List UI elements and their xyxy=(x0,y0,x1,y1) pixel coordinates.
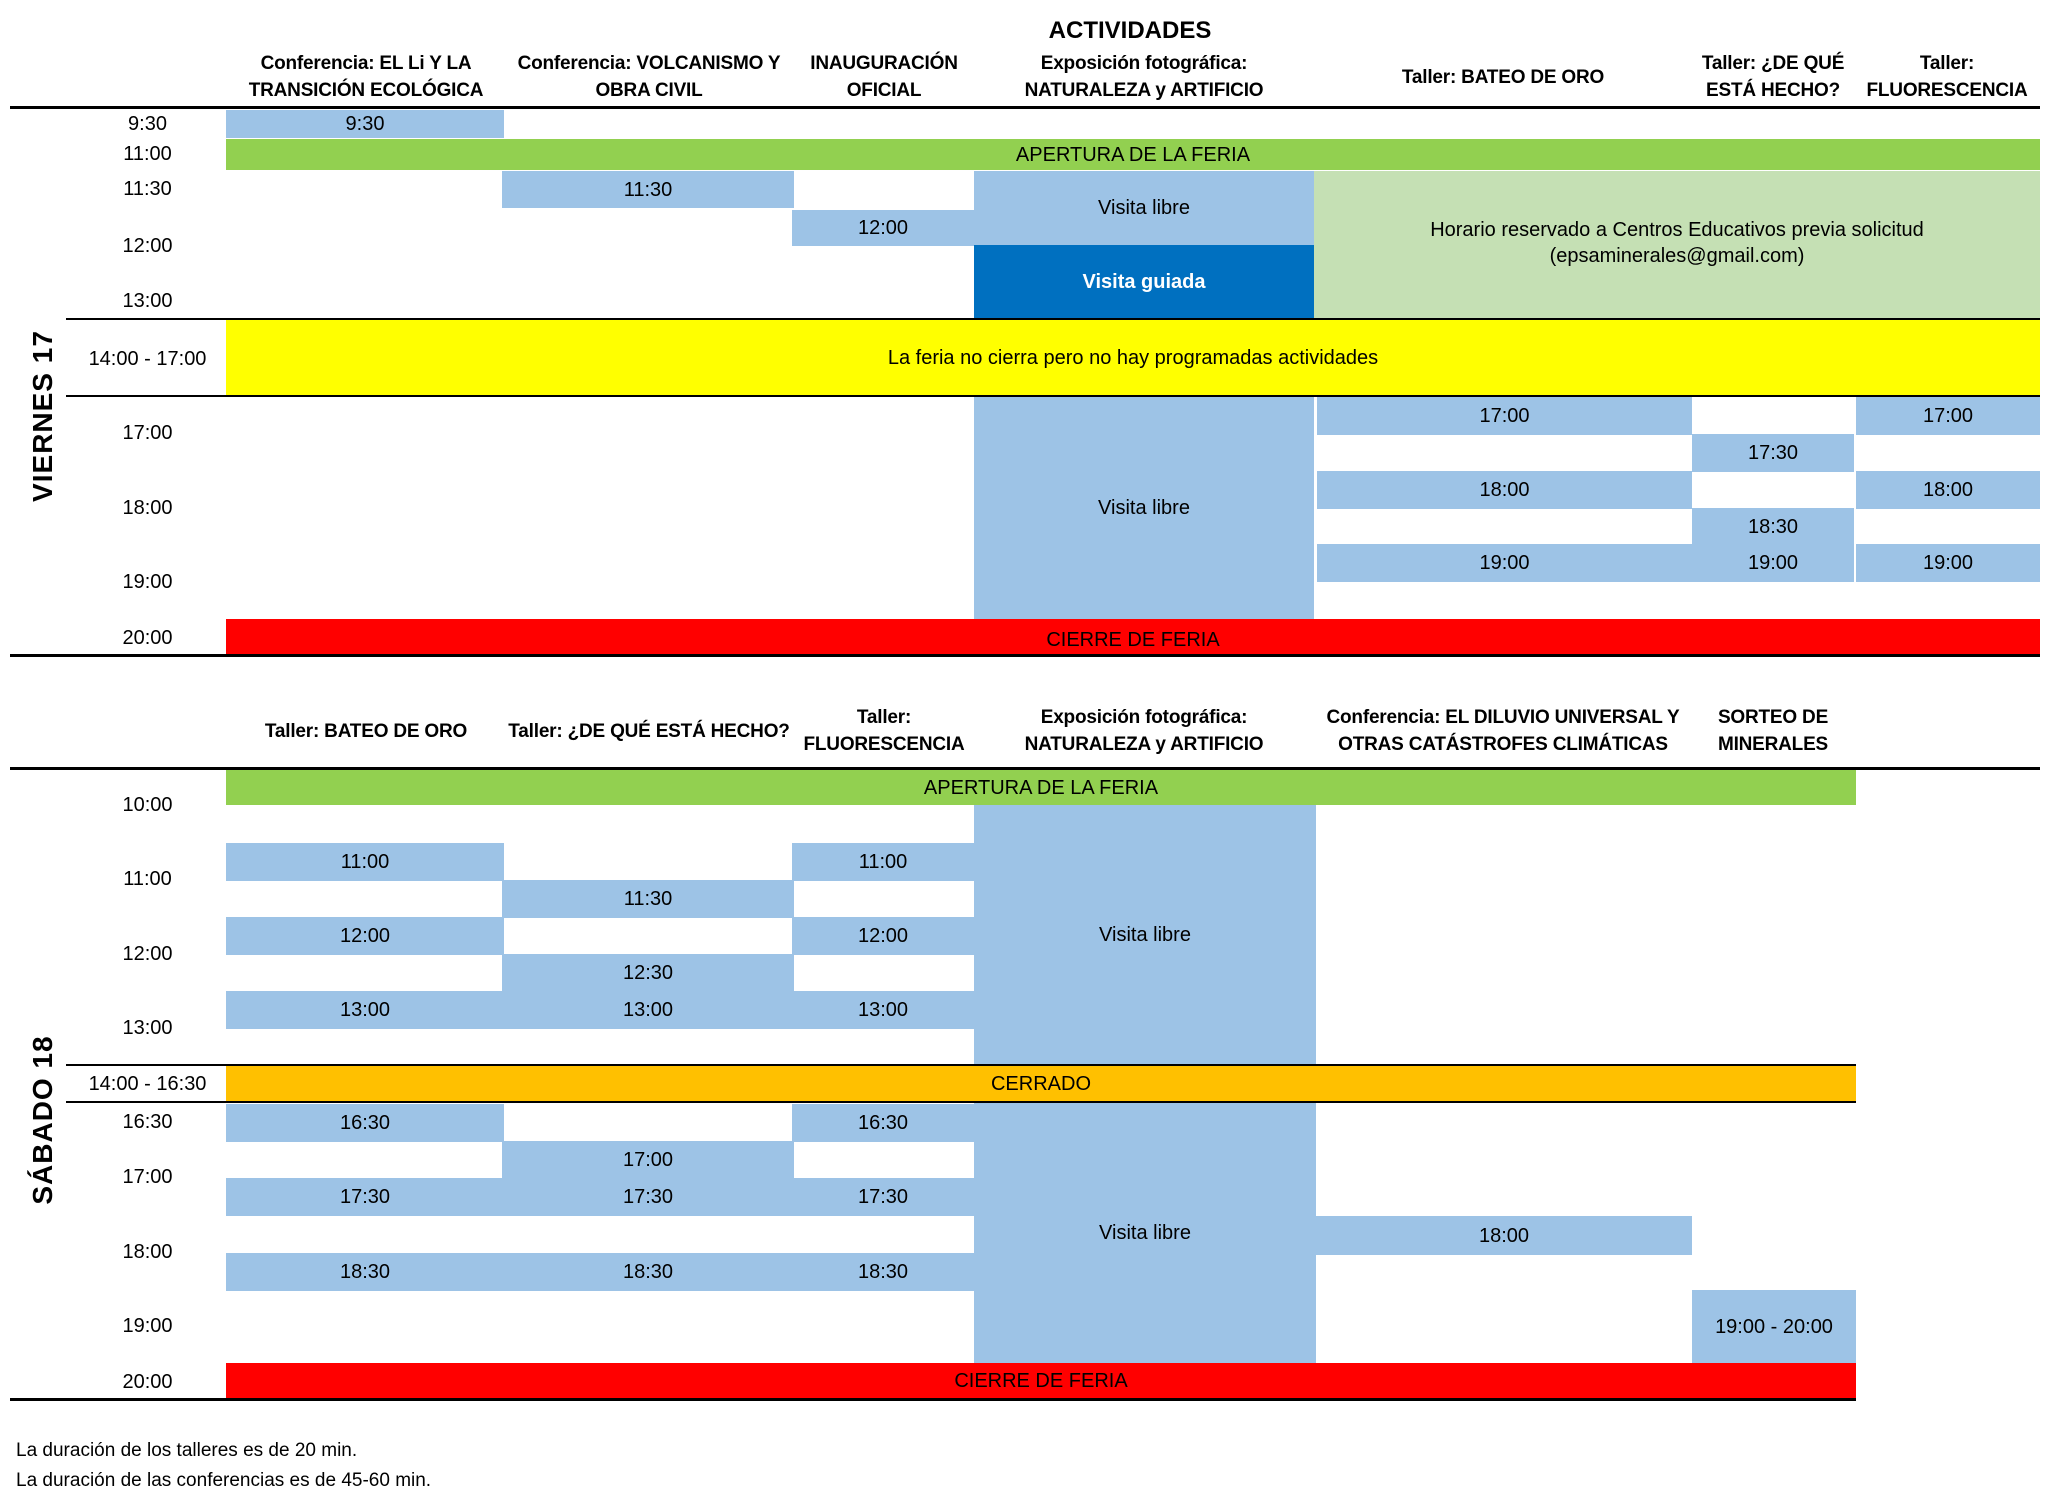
fri-hecho-1900: 19:00 xyxy=(1692,544,1854,582)
sat-sorteo-1900-2000: 19:00 - 20:00 xyxy=(1692,1290,1856,1363)
sat-time-1630: 16:30 xyxy=(122,1111,173,1133)
sat-hecho-1830: 18:30 xyxy=(502,1253,794,1291)
fri-time-2000: 20:00 xyxy=(122,627,173,649)
fri-hecho-1730: 17:30 xyxy=(1692,434,1854,472)
sat-cierre-bar: CIERRE DE FERIA xyxy=(226,1363,1856,1399)
note-conferencias-duration: La duración de las conferencias es de 45-60 min. xyxy=(16,1470,432,1491)
fri-fluor-1900: 19:00 xyxy=(1856,544,2040,582)
sat-divider-1630 xyxy=(66,1101,1856,1103)
sat-hecho-1230: 12:30 xyxy=(502,954,794,992)
sat-bateo-1100: 11:00 xyxy=(226,843,504,881)
fri-visita-libre-am: Visita libre xyxy=(974,171,1314,245)
sat-header-sorteo: SORTEO DE MINERALES xyxy=(1717,707,1829,755)
fri-day-label: VIERNES 17 xyxy=(27,330,58,502)
fri-fluor-1700: 17:00 xyxy=(1856,397,2040,435)
sat-apertura-bar: APERTURA DE LA FERIA xyxy=(226,770,1856,805)
sat-visita-libre-am: Visita libre xyxy=(974,805,1316,1065)
fri-header-divider xyxy=(10,106,2040,109)
fri-conf-li-block: 9:30 xyxy=(226,110,504,138)
sat-visita-libre-pm: Visita libre xyxy=(974,1103,1316,1363)
fri-bateo-1700: 17:00 xyxy=(1317,397,1692,435)
fri-header-hecho: Taller: ¿DE QUÉ ESTÁ HECHO? xyxy=(1701,53,1845,101)
sat-header-exposicion: Exposición fotográfica: NATURALEZA y ARTIFICIO xyxy=(1024,707,1264,755)
fri-bateo-1800: 18:00 xyxy=(1317,471,1692,509)
sat-fluor-1630: 16:30 xyxy=(792,1104,974,1142)
sat-time-1700: 17:00 xyxy=(122,1166,173,1188)
fri-header-conf-volcanismo: Conferencia: VOLCANISMO Y OBRA CIVIL xyxy=(517,53,781,101)
sat-time-1400-1630: 14:00 - 16:30 xyxy=(88,1073,207,1095)
fri-visita-libre-pm: Visita libre xyxy=(974,397,1314,619)
sat-bateo-1200: 12:00 xyxy=(226,917,504,955)
fri-no-actividades-bar: La feria no cierra pero no hay programadas actividades xyxy=(226,320,2040,396)
sat-time-2000: 20:00 xyxy=(122,1371,173,1393)
sat-bateo-1730: 17:30 xyxy=(226,1178,504,1216)
sat-cerrado-bar: CERRADO xyxy=(226,1066,1856,1102)
sat-hecho-1700: 17:00 xyxy=(502,1141,794,1179)
sat-bateo-1300: 13:00 xyxy=(226,991,504,1029)
fri-time-1130: 11:30 xyxy=(123,178,172,200)
sat-time-1000: 10:00 xyxy=(122,794,173,816)
fri-header-conf-li: Conferencia: EL Li Y LA TRANSICIÓN ECOLÓGICA xyxy=(248,53,484,101)
fri-volcanismo-block: 11:30 xyxy=(502,171,794,208)
fri-bottom-divider xyxy=(10,654,2040,657)
sat-hecho-1300: 13:00 xyxy=(502,991,794,1029)
sat-header-diluvio: Conferencia: EL DILUVIO UNIVERSAL Y OTRAS CATÁSTROFES CLIMÁTICAS xyxy=(1326,707,1680,755)
fri-inauguracion-block: 12:00 xyxy=(792,210,974,246)
sat-fluor-1300: 13:00 xyxy=(792,991,974,1029)
sat-fluor-1100: 11:00 xyxy=(792,843,974,881)
fri-header-inauguracion: INAUGURACIÓN OFICIAL xyxy=(810,53,958,101)
sat-time-1900: 19:00 xyxy=(122,1315,173,1337)
sat-bateo-1830: 18:30 xyxy=(226,1253,504,1291)
sat-time-1100: 11:00 xyxy=(123,868,172,890)
sat-bateo-1630: 16:30 xyxy=(226,1104,504,1142)
sat-fluor-1830: 18:30 xyxy=(792,1253,974,1291)
fri-header-bateo: Taller: BATEO DE ORO xyxy=(1401,66,1605,88)
sat-diluvio-1800: 18:00 xyxy=(1316,1216,1692,1255)
fri-bateo-1900: 19:00 xyxy=(1317,544,1692,582)
fri-hecho-1830: 18:30 xyxy=(1692,508,1854,546)
sat-bottom-divider xyxy=(10,1398,1856,1401)
fri-time-1400-1700: 14:00 - 17:00 xyxy=(88,348,207,370)
fri-time-1200: 12:00 xyxy=(122,235,173,257)
fri-visita-guiada: Visita guiada xyxy=(974,245,1314,319)
fri-time-1100: 11:00 xyxy=(123,143,172,165)
fri-header-exposicion: Exposición fotográfica: NATURALEZA y ARTIFICIO xyxy=(1024,53,1264,101)
sat-time-1800: 18:00 xyxy=(122,1241,173,1263)
fri-time-0930: 9:30 xyxy=(128,113,167,135)
fri-reservado-block: Horario reservado a Centros Educativos previa solicitud (epsaminerales@gmail.com) xyxy=(1314,171,2040,319)
sat-time-1200: 12:00 xyxy=(122,943,173,965)
fri-time-1300: 13:00 xyxy=(122,290,173,312)
sat-hecho-1130: 11:30 xyxy=(502,880,794,918)
fri-time-1800: 18:00 xyxy=(122,497,173,519)
sat-header-fluorescencia: Taller: FLUORESCENCIA xyxy=(803,707,965,755)
activities-title: ACTIVIDADES xyxy=(1048,17,1212,44)
fri-time-1700: 17:00 xyxy=(122,422,173,444)
sat-header-hecho: Taller: ¿DE QUÉ ESTÁ HECHO? xyxy=(508,720,790,742)
sat-hecho-1730: 17:30 xyxy=(502,1178,794,1216)
fri-time-1900: 19:00 xyxy=(122,571,173,593)
fri-header-fluorescencia: Taller: FLUORESCENCIA xyxy=(1866,53,2028,101)
sat-header-bateo: Taller: BATEO DE ORO xyxy=(264,720,468,742)
sat-fluor-1200: 12:00 xyxy=(792,917,974,955)
fri-apertura-bar: APERTURA DE LA FERIA xyxy=(226,139,2040,170)
sat-fluor-1730: 17:30 xyxy=(792,1178,974,1216)
sat-time-1300: 13:00 xyxy=(122,1017,173,1039)
sat-day-label: SÁBADO 18 xyxy=(27,1035,58,1205)
fri-fluor-1800: 18:00 xyxy=(1856,471,2040,509)
fri-cierre-bar: CIERRE DE FERIA xyxy=(226,619,2040,655)
note-talleres-duration: La duración de los talleres es de 20 min. xyxy=(16,1440,358,1461)
